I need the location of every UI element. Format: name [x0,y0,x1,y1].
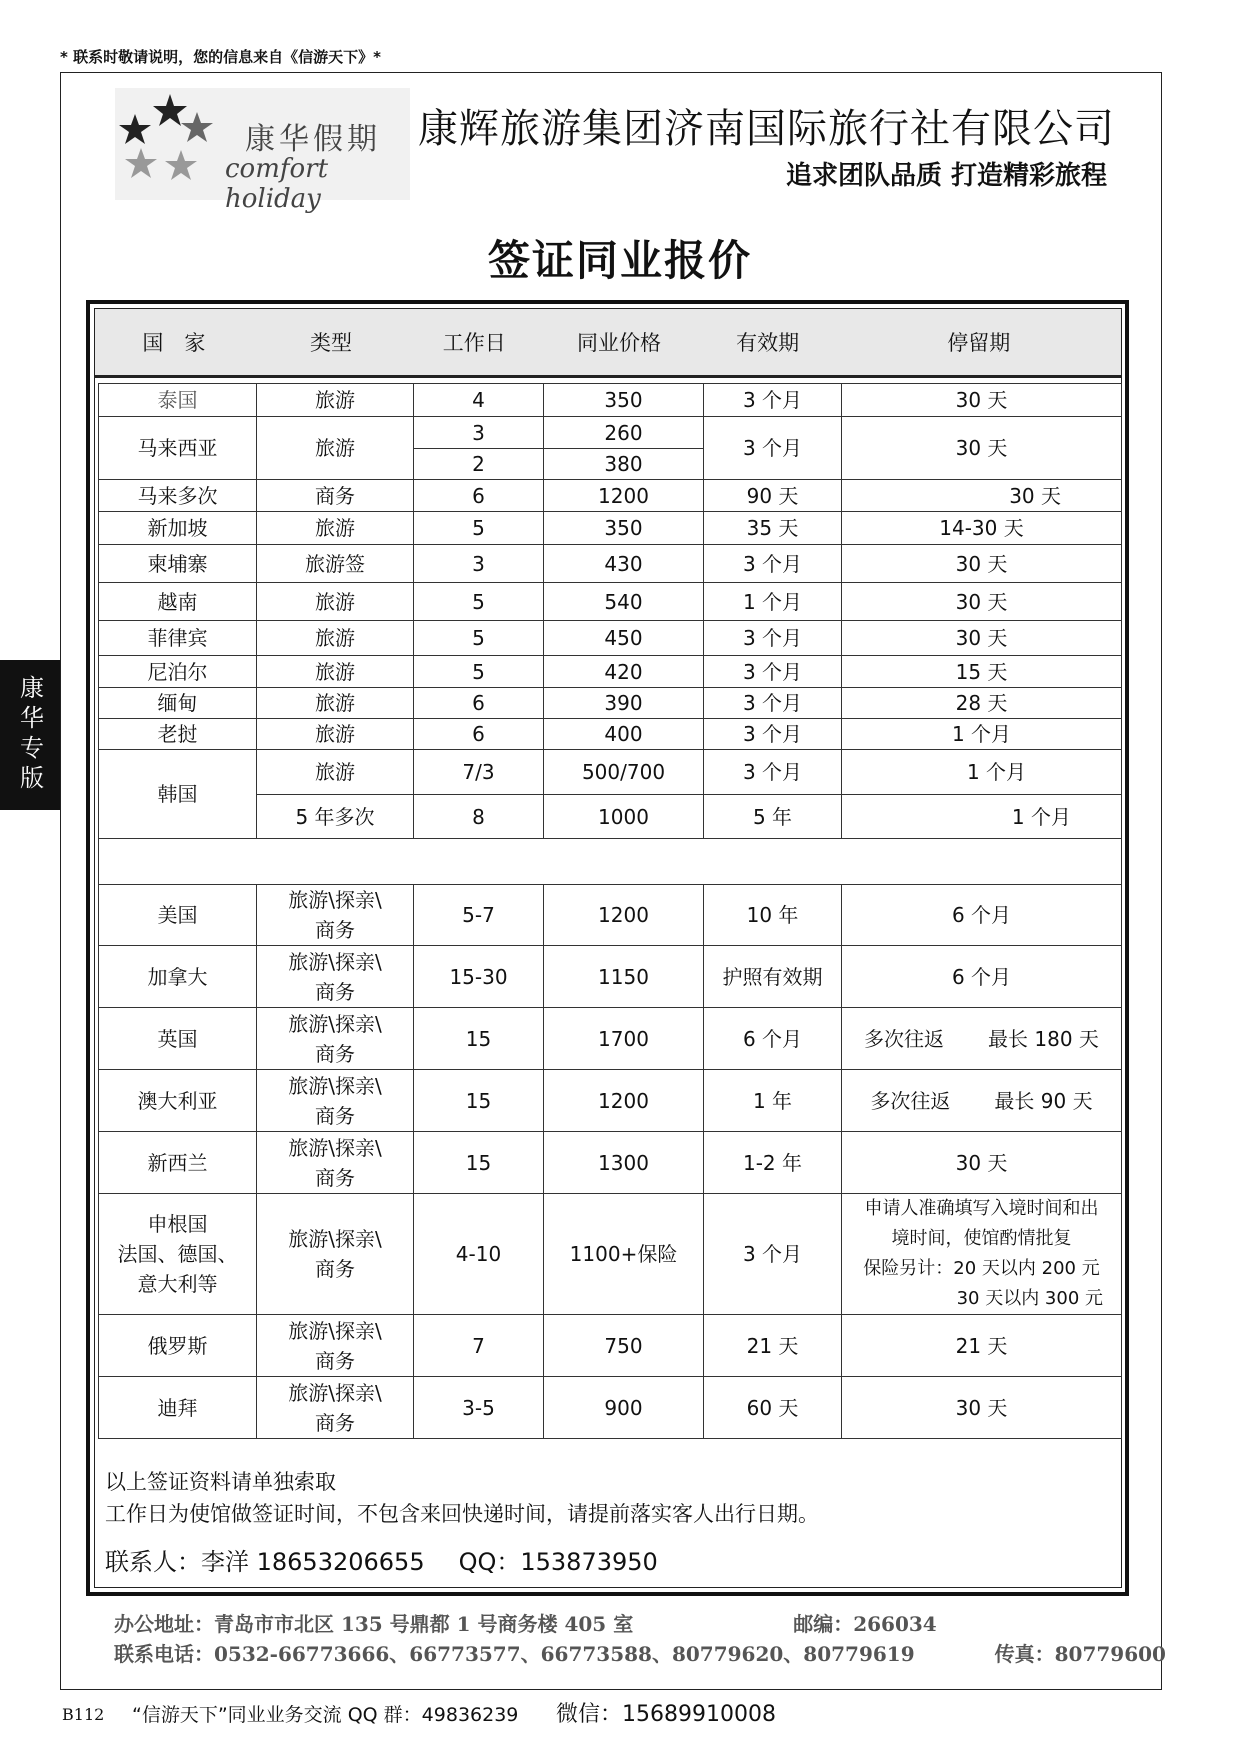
cell-type [257,1315,414,1377]
table-row-korea [99,750,1122,795]
type-line-1: 旅游\探亲\ [288,1135,382,1160]
table-row-myanmar [99,688,1122,719]
header-validity: 有效期 [736,331,800,355]
cell-validity: 10 年 [704,885,842,946]
cell-type: 旅游 [257,719,414,750]
cell-country: 迪拜 [99,1377,257,1439]
cell-price: 900 [544,1377,704,1439]
header-type: 类型 [310,331,353,355]
cell-type: 旅游 [257,750,414,795]
cell-stay: 30 天 [842,621,1122,656]
cell-country: 马来西亚 [99,417,257,480]
footer-qq-group: “信游天下”同业业务交流 QQ 群：49836239 [132,1704,519,1726]
cell-price: 390 [544,688,704,719]
cell-country: 泰国 [99,384,257,417]
cell-price: 540 [544,583,704,621]
contact-person: 联系人：李洋 18653206655 [105,1548,425,1576]
contact-qq: QQ：153873950 [458,1548,658,1576]
cell-validity: 21 天 [704,1315,842,1377]
cell-country: 尼泊尔 [99,656,257,688]
cell-stay: 6 个月 [842,946,1122,1008]
note-line-2: 工作日为使馆做签证时间，不包含来回快递时间，请提前落实客人出行日期。 [105,1502,819,1526]
contact-info [105,1542,658,1577]
cell-days: 2 [414,449,544,480]
rates-table [98,383,1122,1439]
cell-validity: 6 个月 [704,1008,842,1070]
cell-price: 350 [544,384,704,417]
type-line-2: 商务 [315,1410,355,1435]
logo-text-en: comfort holiday [225,154,329,214]
cell-country: 菲律宾 [99,621,257,656]
cell-validity: 3 个月 [704,750,842,795]
cell-validity: 60 天 [704,1377,842,1439]
office-fax: 传真：80779600 [994,1642,1166,1666]
footer-wechat: 微信：15689910008 [556,1702,776,1727]
cell-country: 越南 [99,583,257,621]
cell-validity: 3 个月 [704,719,842,750]
cell-price: 260 [544,417,704,449]
office-phone-line [114,1638,1166,1667]
table-row-vietnam [99,583,1122,621]
cell-country [99,1194,257,1315]
cell-days: 8 [414,795,544,839]
table-notes [105,1466,819,1530]
table-row-cambodia [99,545,1122,583]
stay-multi: 多次往返 [870,1088,951,1113]
type-line-2: 商务 [315,1041,355,1066]
cell-days: 5 [414,656,544,688]
header-price: 同业价格 [576,331,661,355]
cell-type: 旅游 [257,384,414,417]
cell-type [257,946,414,1008]
cell-price: 750 [544,1315,704,1377]
cell-days: 5 [414,621,544,656]
header-stay: 停留期 [947,331,1011,355]
table-header [95,309,1121,378]
side-tab-label: 康华专版 [15,675,44,795]
cell-days: 4 [414,384,544,417]
type-line-2: 商务 [315,1257,355,1281]
cell-country: 俄罗斯 [99,1315,257,1377]
spacer-cell [99,839,1122,885]
cell-type: 旅游 [257,621,414,656]
country-line-3: 意大利等 [137,1272,218,1296]
cell-stay: 30 天 [842,583,1122,621]
cell-validity: 90 天 [704,480,842,512]
cell-days: 3-5 [414,1377,544,1439]
cell-days: 5 [414,583,544,621]
table-row-new-zealand [99,1132,1122,1194]
type-line-2: 商务 [315,1348,355,1373]
table-row-usa [99,885,1122,946]
cell-price: 1150 [544,946,704,1008]
cell-type [257,1070,414,1132]
cell-validity: 3 个月 [704,1194,842,1315]
cell-validity: 1-2 年 [704,1132,842,1194]
type-line-1: 旅游\探亲\ [288,888,382,912]
cell-country: 缅甸 [99,688,257,719]
cell-days: 3 [414,417,544,449]
cell-days: 6 [414,688,544,719]
cell-type: 5 年多次 [257,795,414,839]
table-row-uk [99,1008,1122,1070]
cell-stay: 30 天 [842,384,1122,417]
table-row-dubai [99,1377,1122,1439]
cell-stay: 6 个月 [842,885,1122,946]
type-line-1: 旅游\探亲\ [288,1073,382,1098]
cell-price: 1200 [544,480,704,512]
cell-country: 韩国 [99,750,257,839]
cell-price: 1200 [544,1070,704,1132]
cell-validity: 3 个月 [704,621,842,656]
table-inner-frame [94,308,1122,1588]
country-line-1: 申根国 [147,1212,208,1236]
cell-type [257,885,414,946]
cell-days: 7/3 [414,750,544,795]
logo-text-cn: 康华假期 [245,122,381,157]
cell-stay [842,1194,1122,1315]
cell-stay: 21 天 [842,1315,1122,1377]
cell-stay: 1 个月 [842,750,1122,795]
slogan: 追求团队品质 打造精彩旅程 [785,161,1107,191]
cell-country: 澳大利亚 [99,1070,257,1132]
table-row-schengen [99,1194,1122,1315]
cell-days: 7 [414,1315,544,1377]
cell-country: 柬埔寨 [99,545,257,583]
cell-stay: 30 天 [842,417,1122,480]
table-row-thailand [99,384,1122,417]
cell-price: 1700 [544,1008,704,1070]
stay-line-1: 申请人准确填写入境时间和出 [864,1198,1099,1219]
cell-days: 15-30 [414,946,544,1008]
cell-type: 旅游签 [257,545,414,583]
type-line-2: 商务 [315,918,355,942]
stay-max: 最长 90 天 [994,1088,1093,1113]
cell-days: 6 [414,480,544,512]
table-row-laos [99,719,1122,750]
cell-price: 430 [544,545,704,583]
cell-type: 旅游 [257,512,414,545]
visa-price-table [86,300,1129,1596]
cell-type: 旅游 [257,417,414,480]
office-postcode: 邮编：266034 [793,1612,937,1636]
note-line-1: 以上签证资料请单独索取 [105,1470,336,1494]
office-phone: 联系电话：0532-66773666、66773577、66773588、80779620、80779619 [114,1642,915,1666]
stay-multi: 多次往返 [864,1026,945,1051]
cell-type: 旅游 [257,583,414,621]
cell-country: 美国 [99,885,257,946]
cell-type [257,1132,414,1194]
country-line-2: 法国、德国、 [117,1242,238,1266]
table-row-canada [99,946,1122,1008]
cell-validity: 3 个月 [704,417,842,480]
stay-line-3: 保险另计：20 天以内 200 元 [863,1258,1100,1279]
table-row-spacer [99,839,1122,885]
header-workdays: 工作日 [442,331,506,355]
type-line-1: 旅游\探亲\ [288,1227,382,1251]
cell-price: 400 [544,719,704,750]
type-line-1: 旅游\探亲\ [288,1318,382,1343]
cell-stay: 14-30 天 [842,512,1122,545]
table-row-nepal [99,656,1122,688]
cell-price: 420 [544,656,704,688]
table-row-singapore [99,512,1122,545]
cell-type [257,1008,414,1070]
cell-price: 450 [544,621,704,656]
cell-price: 500/700 [544,750,704,795]
cell-validity: 5 年 [704,795,842,839]
cell-price: 1300 [544,1132,704,1194]
type-line-1: 旅游\探亲\ [288,1380,382,1405]
cell-validity: 3 个月 [704,688,842,719]
cell-type: 商务 [257,480,414,512]
cell-days: 5 [414,512,544,545]
cell-days: 5-7 [414,885,544,946]
cell-validity: 护照有效期 [704,946,842,1008]
cell-days: 3 [414,545,544,583]
cell-price: 1100+保险 [544,1194,704,1315]
table-row-malaysia [99,417,1122,449]
type-line-1: 旅游\探亲\ [288,1011,382,1036]
cell-stay: 15 天 [842,656,1122,688]
stay-line-4: 30 天以内 300 元 [956,1288,1103,1309]
cell-stay: 30 天 [842,545,1122,583]
cell-stay: 1 个月 [842,719,1122,750]
cell-country: 新加坡 [99,512,257,545]
cell-stay [842,1070,1122,1132]
cell-type [257,1194,414,1315]
cell-days: 4-10 [414,1194,544,1315]
cell-type [257,1377,414,1439]
cell-price: 1000 [544,795,704,839]
cell-price: 380 [544,449,704,480]
stay-max: 最长 180 天 [988,1026,1099,1051]
cell-days: 15 [414,1008,544,1070]
cell-country: 新西兰 [99,1132,257,1194]
cell-country: 英国 [99,1008,257,1070]
cell-price: 1200 [544,885,704,946]
cell-validity: 1 个月 [704,583,842,621]
company-name: 康辉旅游集团济南国际旅行社有限公司 [418,106,1115,152]
table-row-philippines [99,621,1122,656]
cell-type: 旅游 [257,656,414,688]
type-line-2: 商务 [315,1165,355,1190]
stay-line-2: 境时间，使馆酌情批复 [891,1228,1072,1249]
cell-days: 6 [414,719,544,750]
table-row-australia [99,1070,1122,1132]
cell-validity: 3 个月 [704,384,842,417]
side-tab [0,660,60,810]
table-row-russia [99,1315,1122,1377]
cell-validity: 1 年 [704,1070,842,1132]
cell-country: 加拿大 [99,946,257,1008]
office-address-line [114,1608,937,1637]
table-row-malaysia-multi [99,480,1122,512]
cell-stay [842,1008,1122,1070]
cell-price: 350 [544,512,704,545]
cell-type: 旅游 [257,688,414,719]
cell-stay: 28 天 [842,688,1122,719]
type-line-2: 商务 [315,979,355,1004]
logo [115,88,410,214]
cell-days: 15 [414,1070,544,1132]
header-country: 国 家 [142,331,206,355]
document-title: 签证同业报价 [487,236,752,285]
cell-country: 马来多次 [99,480,257,512]
type-line-1: 旅游\探亲\ [288,949,382,974]
cell-validity: 3 个月 [704,545,842,583]
cell-stay: 30 天 [842,480,1122,512]
stars-circle-logo-icon [115,88,235,200]
cell-country: 老挝 [99,719,257,750]
top-note: * 联系时敬请说明，您的信息来自《信游天下》* [60,48,381,66]
cell-validity: 35 天 [704,512,842,545]
cell-stay: 1 个月 [842,795,1122,839]
cell-stay: 30 天 [842,1377,1122,1439]
cell-validity: 3 个月 [704,656,842,688]
type-line-2: 商务 [315,1103,355,1128]
footer-page-number: B112 [62,1705,105,1724]
office-address: 办公地址：青岛市市北区 135 号鼎都 1 号商务楼 405 室 [114,1612,634,1636]
cell-days: 15 [414,1132,544,1194]
cell-stay: 30 天 [842,1132,1122,1194]
